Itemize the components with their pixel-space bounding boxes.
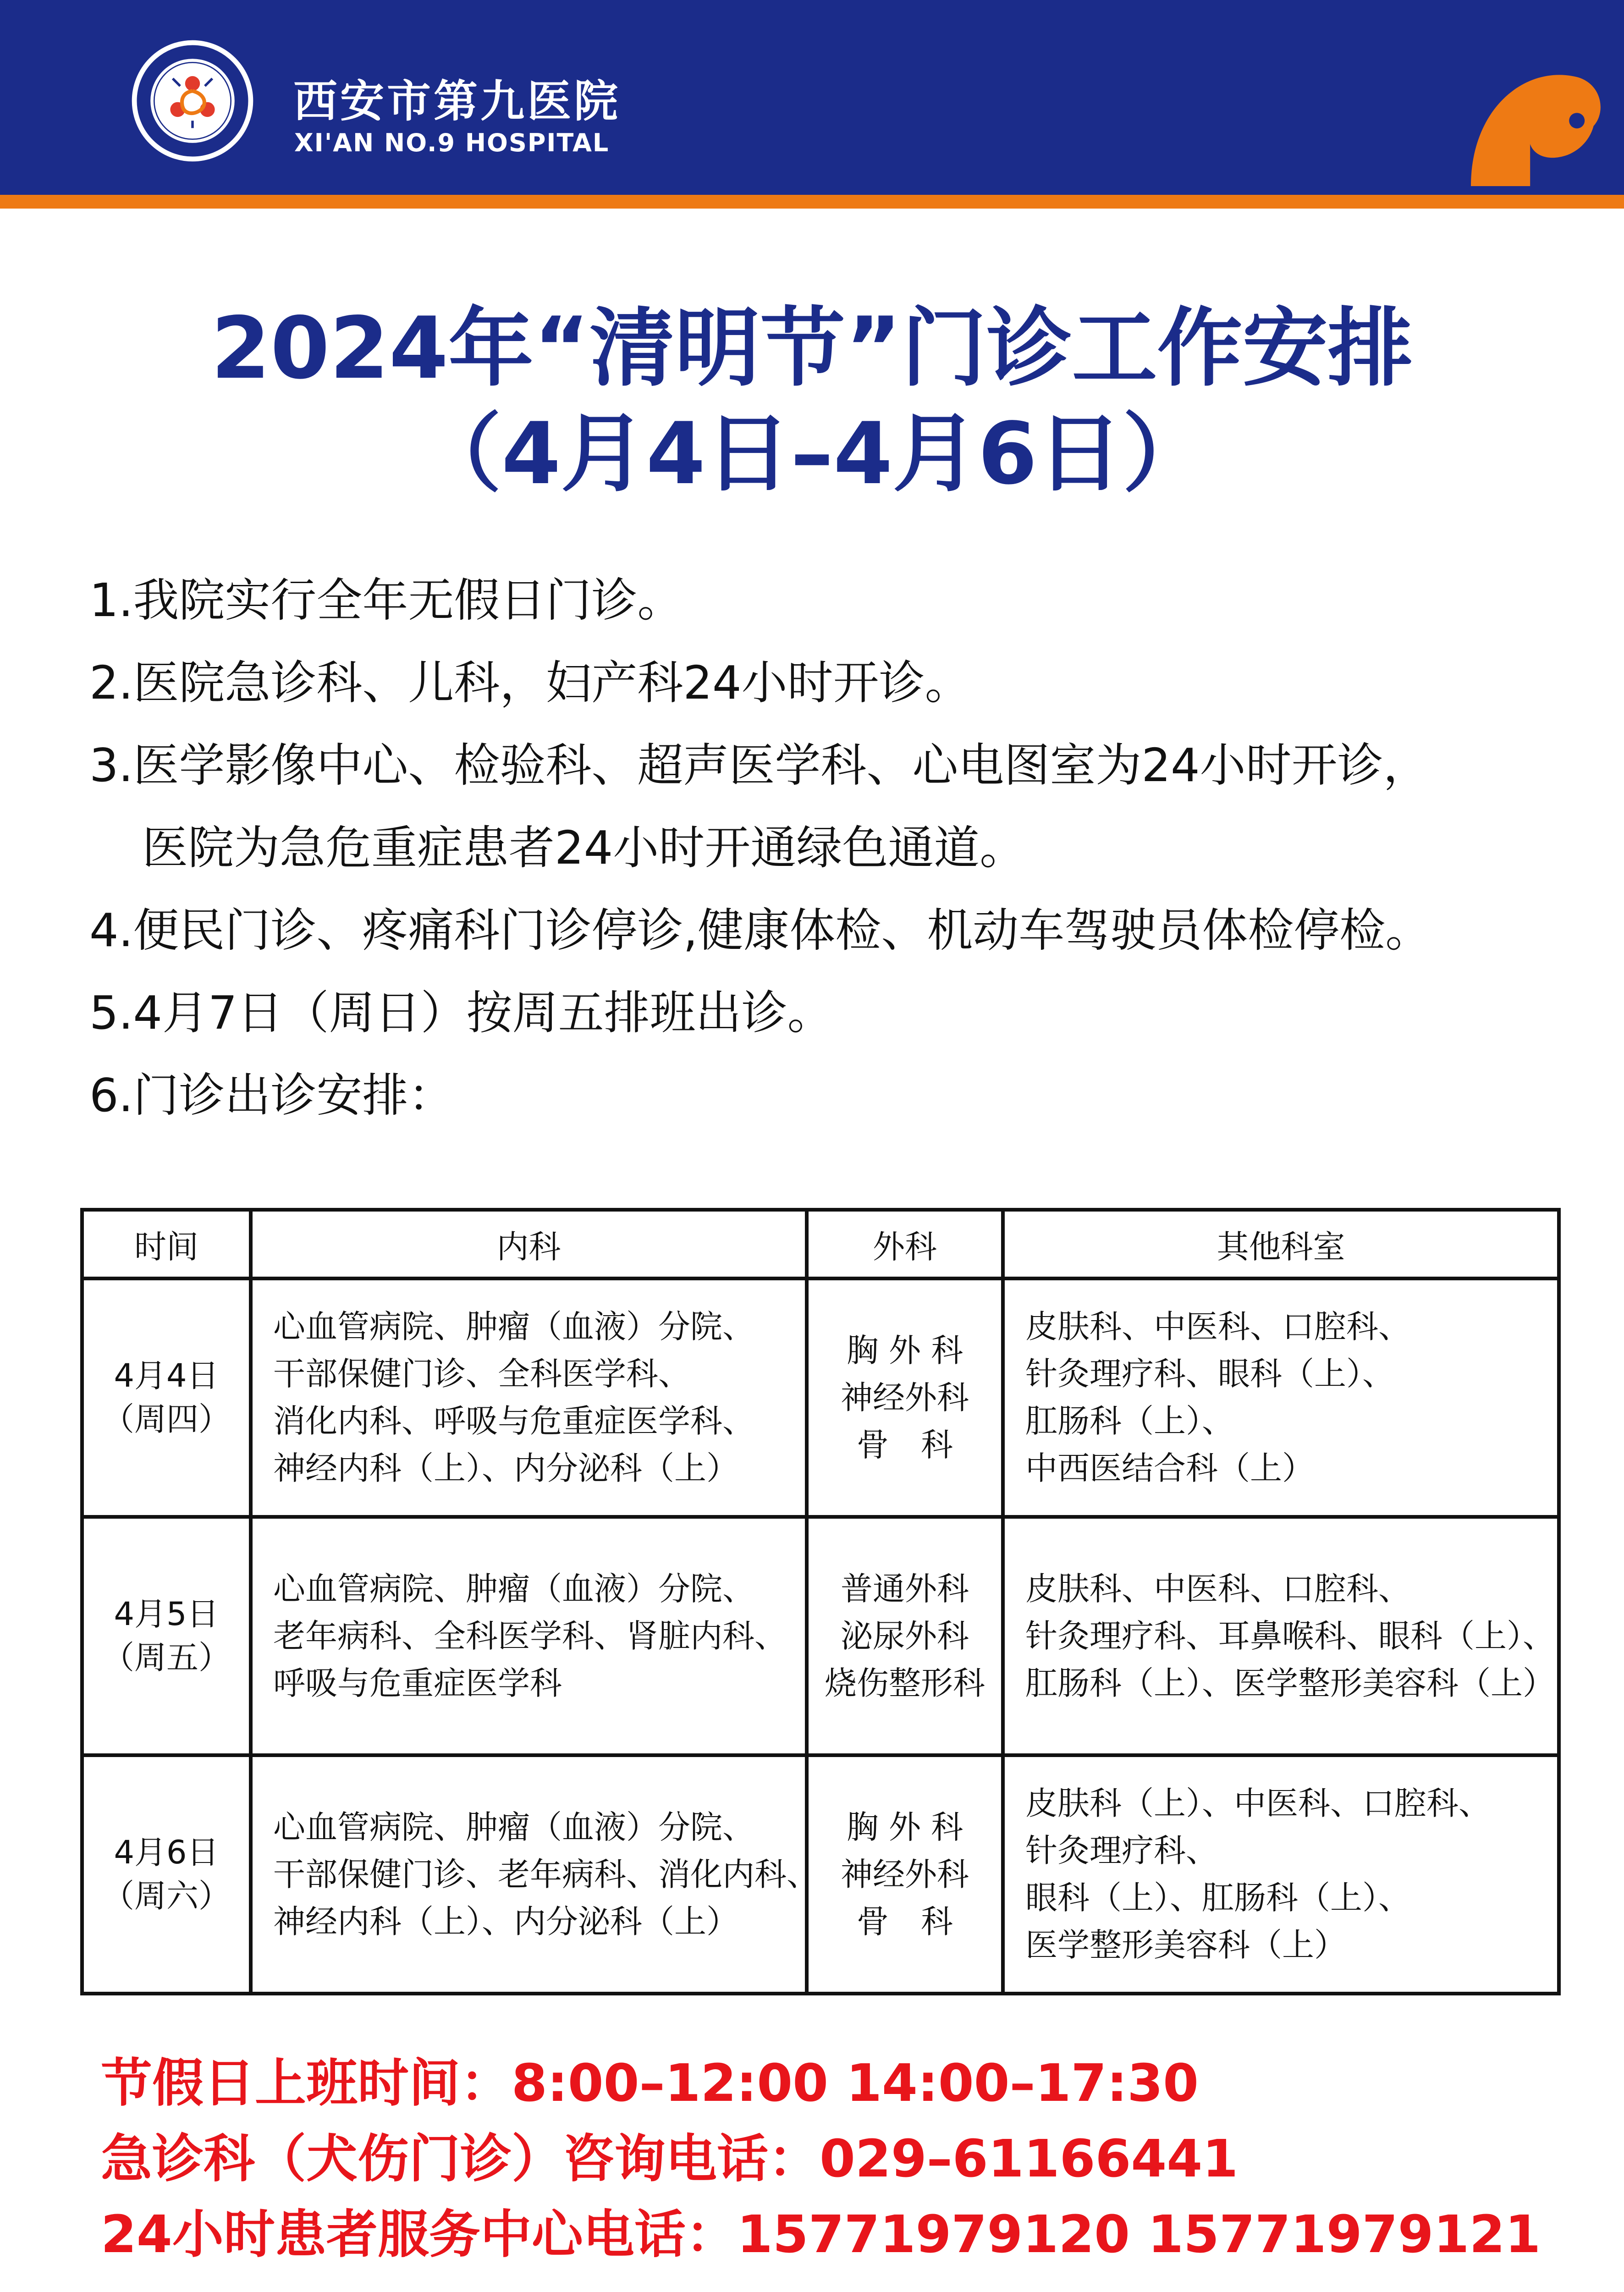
notice-item-4: 4.便民门诊、疼痛科门诊停诊,健康体检、机动车驾驶员体检停检。 (89, 904, 1431, 957)
table-row (82, 1755, 1559, 1994)
department-line: 老年病科、全科医学科、肾脏内科、 (273, 1617, 787, 1655)
department-line: 心血管病院、肿瘤（血液）分院、 (273, 1808, 754, 1846)
weekday-label: （周六） (102, 1877, 231, 1915)
department-line: 普通外科 (841, 1570, 969, 1608)
department-line: 骨 科 (857, 1426, 953, 1464)
department-line: 呼吸与危重症医学科 (273, 1664, 562, 1702)
hospital-emblem-icon (131, 39, 254, 163)
weekday-label: （周五） (102, 1639, 231, 1676)
notice-item-6: 6.门诊出诊安排： (89, 1069, 454, 1122)
department-line: 心血管病院、肿瘤（血液）分院、 (273, 1308, 754, 1345)
header-stripe (0, 195, 1624, 209)
department-line: 皮肤科（上）、中医科、口腔科、 (1025, 1785, 1491, 1822)
department-line: 烧伤整形科 (825, 1664, 985, 1702)
department-line: 神经外科 (841, 1855, 969, 1893)
notice-item-5: 5.4月7日（周日）按周五排班出诊。 (89, 986, 833, 1040)
date-cell (82, 1755, 251, 1994)
table-header-row (82, 1210, 1559, 1278)
department-line: 针灸理疗科、耳鼻喉科、眼科（上）、 (1025, 1617, 1555, 1655)
department-line: 皮肤科、中医科、口腔科、 (1025, 1308, 1410, 1345)
department-line: 针灸理疗科、 (1025, 1832, 1218, 1869)
internal-medicine-cell (251, 1755, 819, 1994)
page-subtitle-dates: （4月4日–4月6日） (416, 404, 1208, 503)
surgery-cell (807, 1517, 1003, 1755)
department-line: 胸 外 科 (846, 1331, 963, 1369)
column-header-other: 其他科室 (1003, 1210, 1559, 1278)
department-line: 干部保健门诊、老年病科、消化内科、 (273, 1855, 819, 1893)
table-row (82, 1278, 1559, 1517)
column-header-internal: 内科 (251, 1210, 807, 1278)
internal-medicine-cell (251, 1517, 807, 1755)
department-line: 针灸理疗科、眼科（上）、 (1025, 1355, 1394, 1393)
department-line: 心血管病院、肿瘤（血液）分院、 (273, 1570, 754, 1608)
schedule-table (80, 1208, 1561, 1995)
department-line: 肛肠科（上）、医学整形美容科（上） (1025, 1664, 1555, 1702)
other-departments-cell (1003, 1278, 1559, 1517)
date-label: 4月6日 (114, 1834, 219, 1871)
column-header-surgery: 外科 (807, 1210, 1003, 1278)
department-line: 消化内科、呼吸与危重症医学科、 (273, 1402, 754, 1440)
department-line: 干部保健门诊、全科医学科、 (273, 1355, 690, 1393)
hospital-name-en: XI'AN NO.9 HOSPITAL (294, 128, 610, 157)
department-line: 医学整形美容科（上） (1025, 1926, 1346, 1964)
internal-medicine-cell (251, 1278, 807, 1517)
column-header-time: 时间 (82, 1210, 251, 1278)
date-cell (82, 1278, 251, 1517)
other-departments-cell (1003, 1517, 1559, 1755)
emergency-phone: 急诊科（犬伤门诊）咨询电话：029–61166441 (101, 2129, 1239, 2189)
swirl-icon (1455, 46, 1611, 202)
page-title: 2024年“清明节”门诊工作安排 (211, 298, 1413, 398)
holiday-hours: 节假日上班时间：8:00–12:00 14:00–17:30 (101, 2054, 1199, 2113)
department-line: 神经内科（上）、内分泌科（上） (273, 1902, 738, 1940)
surgery-cell (807, 1278, 1003, 1517)
notice-item-1: 1.我院实行全年无假日门诊。 (89, 573, 683, 627)
date-cell (82, 1517, 251, 1755)
service-center-phone: 24小时患者服务中心电话：15771979120 15771979121 (101, 2205, 1541, 2264)
department-line: 骨 科 (857, 1902, 953, 1940)
surgery-cell (807, 1755, 1003, 1994)
table-row (82, 1517, 1559, 1755)
date-label: 4月5日 (114, 1595, 219, 1633)
weekday-label: （周四） (102, 1400, 231, 1438)
notice-item-3-continued: 医院为急危重症患者24小时开通绿色通道。 (142, 821, 1026, 875)
other-departments-cell (1003, 1755, 1559, 1994)
department-line: 中西医结合科（上） (1025, 1449, 1314, 1487)
department-line: 胸 外 科 (846, 1808, 963, 1846)
date-label: 4月4日 (114, 1357, 219, 1394)
hospital-name: 西安市第九医院 (293, 76, 621, 127)
department-line: 肛肠科（上）、 (1025, 1402, 1234, 1440)
department-line: 泌尿外科 (841, 1617, 969, 1655)
department-line: 皮肤科、中医科、口腔科、 (1025, 1570, 1410, 1608)
notice-item-3: 3.医学影像中心、检验科、超声医学科、心电图室为24小时开诊， (89, 738, 1429, 792)
department-line: 神经外科 (841, 1378, 969, 1416)
department-line: 神经内科（上）、内分泌科（上） (273, 1449, 738, 1487)
notice-item-2: 2.医院急诊科、儿科，妇产科24小时开诊。 (89, 656, 971, 710)
department-line: 眼科（上）、肛肠科（上）、 (1025, 1879, 1410, 1917)
